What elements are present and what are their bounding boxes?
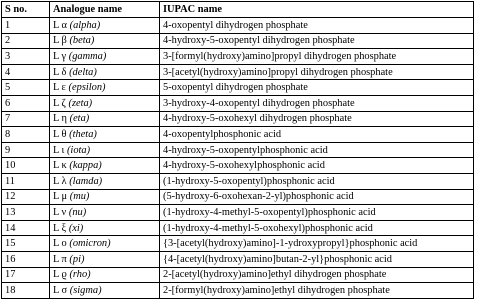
cell-sno: 14 (2, 220, 50, 236)
analogue-letter: L α (53, 19, 68, 31)
analogue-letter: L θ (53, 128, 67, 140)
analogue-letter: L δ (53, 66, 67, 78)
cell-iupac-name: {4-[acetyl(hydroxy)amino]butan-2-yl}phosphonic acid (160, 251, 474, 267)
table-row (2, 95, 474, 111)
analogue-greek-name: (kappa) (69, 160, 102, 172)
analogue-letter: L ι (53, 144, 65, 156)
analogue-table (1, 1, 474, 299)
analogue-greek-name: (delta) (69, 66, 97, 78)
cell-analogue-name (50, 205, 160, 221)
analogue-letter: L η (53, 113, 67, 125)
cell-sno: 18 (2, 283, 50, 299)
cell-analogue-name (50, 236, 160, 252)
cell-iupac-name: 3-[formyl(hydroxy)amino]propyl dihydrogen phosphate (160, 49, 474, 65)
analogue-greek-name: (pi) (69, 253, 85, 265)
cell-sno: 5 (2, 80, 50, 96)
analogue-greek-name: (zeta) (68, 97, 93, 109)
analogue-greek-name: (lamda) (69, 175, 103, 187)
cell-analogue-name (50, 95, 160, 111)
cell-sno: 16 (2, 251, 50, 267)
table-row (2, 220, 474, 236)
table-row (2, 33, 474, 49)
analogue-greek-name: (epsilon) (68, 82, 106, 94)
cell-iupac-name: 3-hydroxy-4-oxopentyl dihydrogen phosphate (160, 95, 474, 111)
cell-sno: 12 (2, 189, 50, 205)
cell-analogue-name (50, 127, 160, 143)
cell-analogue-name (50, 33, 160, 49)
analogue-greek-name: (omicron) (69, 238, 111, 250)
cell-sno: 17 (2, 267, 50, 283)
analogue-greek-name: (rho) (69, 269, 91, 281)
cell-sno: 15 (2, 236, 50, 252)
table-body (2, 18, 474, 299)
cell-iupac-name: (1-hydroxy-4-methyl-5-oxopentyl)phosphonic acid (160, 205, 474, 221)
cell-sno: 2 (2, 33, 50, 49)
table-row (2, 158, 474, 174)
cell-analogue-name (50, 49, 160, 65)
table-row (2, 173, 474, 189)
analogue-greek-name: (beta) (69, 35, 95, 47)
cell-iupac-name: (5-hydroxy-6-oxohexan-2-yl)phosphonic acid (160, 189, 474, 205)
cell-iupac-name: 4-hydroxy-5-oxopentyl dihydrogen phosphate (160, 33, 474, 49)
cell-sno: 3 (2, 49, 50, 65)
cell-iupac-name: 4-oxopentyl dihydrogen phosphate (160, 18, 474, 34)
analogue-letter: L κ (53, 160, 67, 172)
analogue-letter: L γ (53, 50, 67, 62)
cell-iupac-name: 2-[acetyl(hydroxy)amino]ethyl dihydrogen phosphate (160, 267, 474, 283)
analogue-greek-name: (gamma) (68, 50, 107, 62)
cell-iupac-name: (1-hydroxy-4-methyl-5-oxohexyl)phosphonic acid (160, 220, 474, 236)
cell-analogue-name (50, 64, 160, 80)
table-row (2, 205, 474, 221)
cell-sno: 7 (2, 111, 50, 127)
cell-analogue-name (50, 142, 160, 158)
table-row (2, 49, 474, 65)
cell-iupac-name: (1-hydroxy-5-oxopentyl)phosphonic acid (160, 173, 474, 189)
analogue-letter: L λ (53, 175, 67, 187)
cell-analogue-name (50, 189, 160, 205)
header-row (2, 2, 474, 18)
cell-analogue-name (50, 80, 160, 96)
analogue-greek-name: (nu) (68, 206, 87, 218)
header-sno: S no. (2, 2, 50, 18)
header-analogue-name: Analogue name (50, 2, 160, 18)
cell-iupac-name: {3-[acetyl(hydroxy)amino]-1-ydroxypropyl}phosphonic acid (160, 236, 474, 252)
cell-analogue-name (50, 173, 160, 189)
table-row (2, 80, 474, 96)
table-header (2, 2, 474, 18)
analogue-letter: L ν (53, 206, 67, 218)
analogue-greek-name: (iota) (66, 144, 91, 156)
cell-sno: 11 (2, 173, 50, 189)
analogue-letter: L μ (53, 191, 68, 203)
cell-iupac-name: 4-hydroxy-5-oxopentylphosphonic acid (160, 142, 474, 158)
analogue-greek-name: (mu) (69, 191, 90, 203)
cell-analogue-name (50, 18, 160, 34)
cell-iupac-name: 4-hydroxy-5-oxohexylphosphonic acid (160, 158, 474, 174)
cell-iupac-name: 4-oxopentylphosphonic acid (160, 127, 474, 143)
table-row (2, 142, 474, 158)
cell-sno: 9 (2, 142, 50, 158)
table-row (2, 267, 474, 283)
cell-sno: 1 (2, 18, 50, 34)
analogue-letter: L ε (53, 82, 66, 94)
table-row (2, 18, 474, 34)
analogue-greek-name: (eta) (69, 113, 90, 125)
cell-sno: 4 (2, 64, 50, 80)
analogue-letter: L ϱ (53, 269, 67, 281)
analogue-letter: L ζ (53, 97, 66, 109)
cell-sno: 6 (2, 95, 50, 111)
analogue-letter: L ξ (53, 222, 67, 234)
cell-analogue-name (50, 220, 160, 236)
cell-sno: 13 (2, 205, 50, 221)
analogue-letter: L σ (53, 284, 68, 296)
table-row (2, 189, 474, 205)
cell-analogue-name (50, 158, 160, 174)
cell-iupac-name: 4-hydroxy-5-oxohexyl dihydrogen phosphate (160, 111, 474, 127)
cell-analogue-name (50, 111, 160, 127)
analogue-letter: L π (53, 253, 67, 265)
table-row (2, 236, 474, 252)
cell-analogue-name (50, 251, 160, 267)
table-row (2, 251, 474, 267)
table-row (2, 127, 474, 143)
table-row (2, 111, 474, 127)
cell-iupac-name: 5-oxopentyl dihydrogen phosphate (160, 80, 474, 96)
analogue-letter: L ο (53, 238, 67, 250)
table-row (2, 64, 474, 80)
analogue-greek-name: (xi) (68, 222, 84, 234)
cell-analogue-name (50, 267, 160, 283)
analogue-greek-name: (alpha) (69, 19, 101, 31)
cell-sno: 10 (2, 158, 50, 174)
cell-iupac-name: 2-[formyl(hydroxy)amino]ethyl dihydrogen phosphate (160, 283, 474, 299)
cell-sno: 8 (2, 127, 50, 143)
analogue-greek-name: (sigma) (69, 284, 102, 296)
analogue-letter: L β (53, 35, 67, 47)
analogue-greek-name: (theta) (69, 128, 97, 140)
cell-iupac-name: 3-[acetyl(hydroxy)amino]propyl dihydrogen phosphate (160, 64, 474, 80)
header-iupac-name: IUPAC name (160, 2, 474, 18)
